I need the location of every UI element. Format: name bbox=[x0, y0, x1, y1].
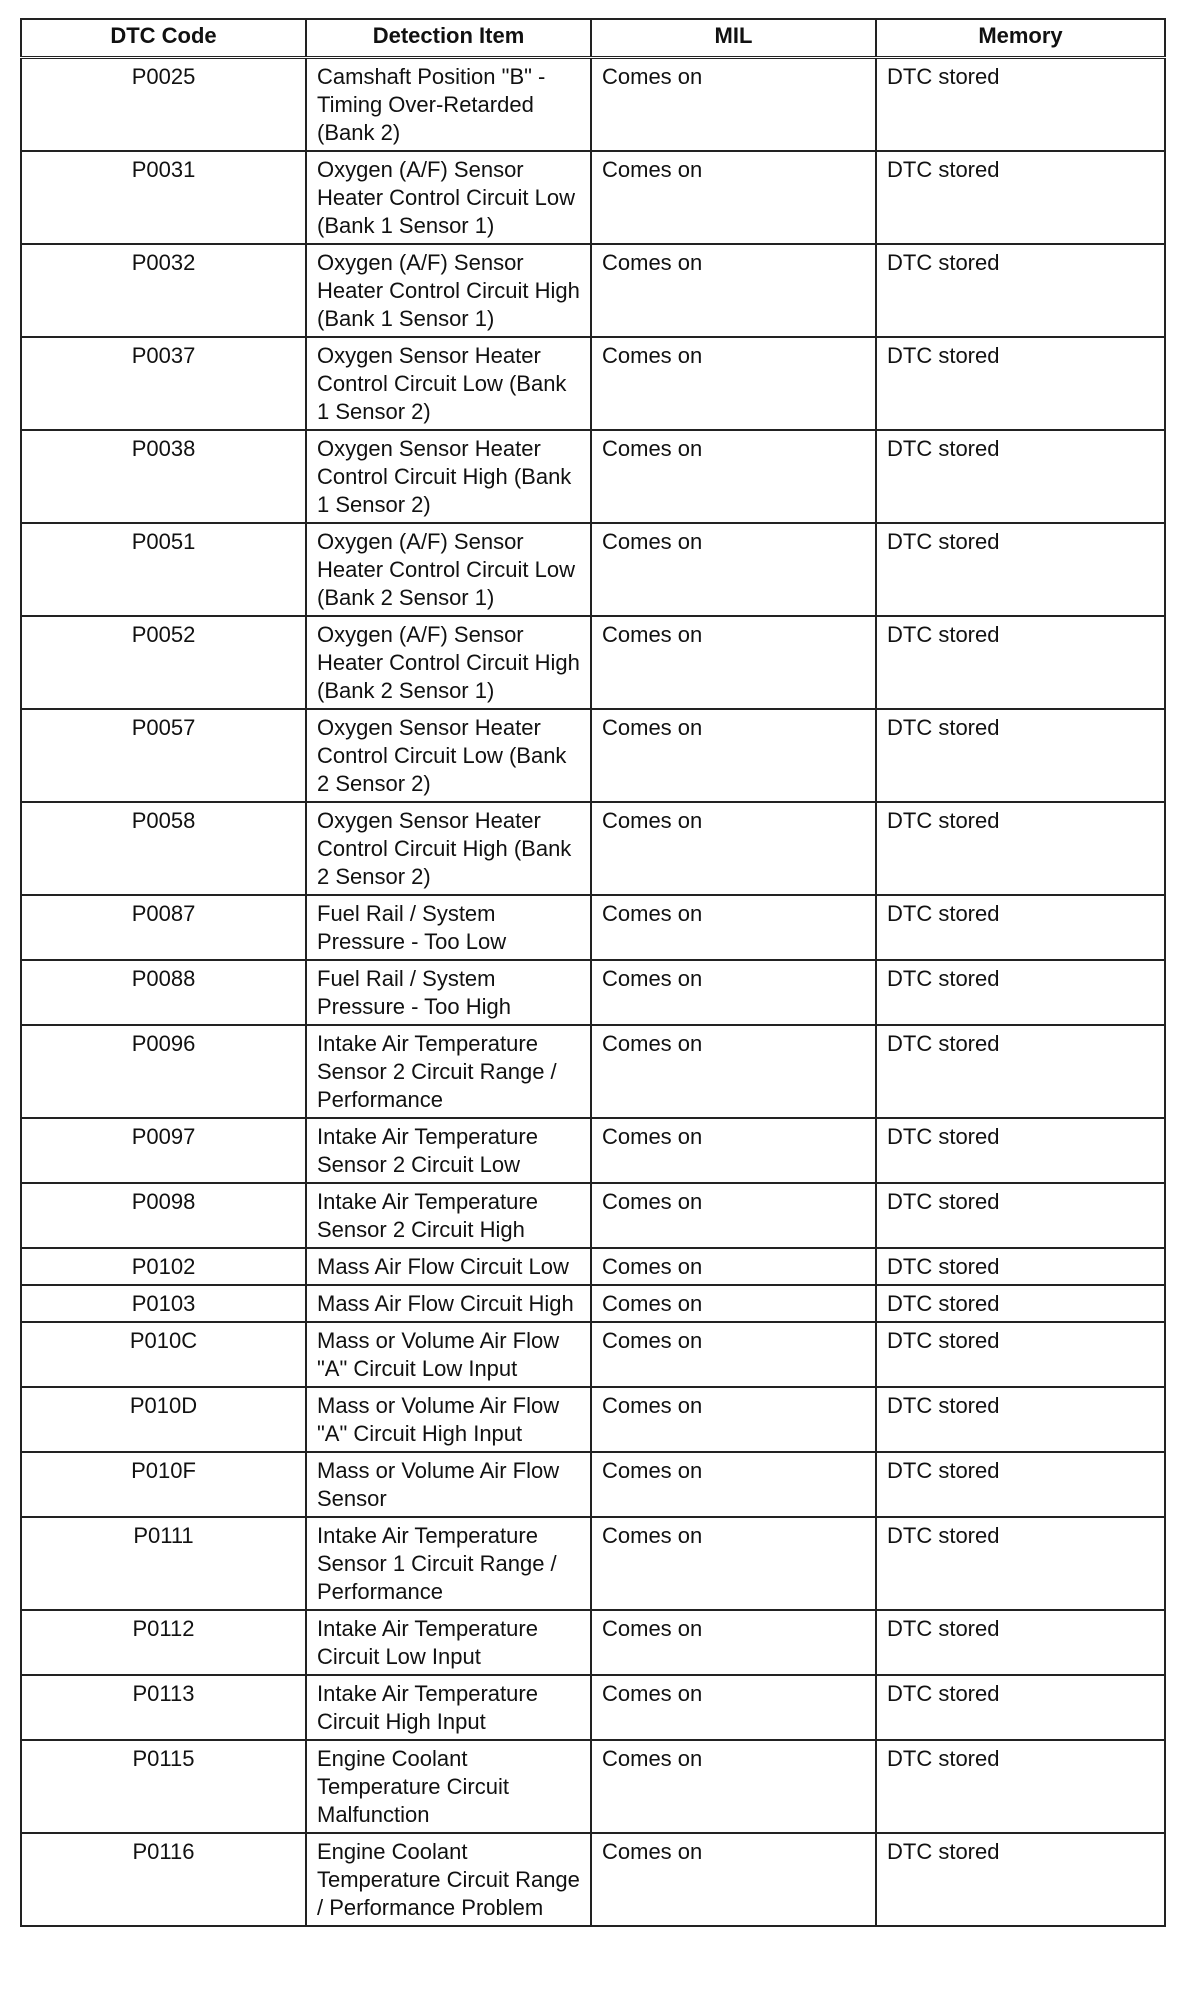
detection-item-cell: Oxygen (A/F) Sensor Heater Control Circuit Low (Bank 2 Sensor 1) bbox=[306, 523, 591, 616]
table-row bbox=[21, 895, 1165, 960]
memory-cell: DTC stored bbox=[876, 1740, 1165, 1833]
mil-cell: Comes on bbox=[591, 616, 876, 709]
detection-item-cell: Engine Coolant Temperature Circuit Range / Performance Problem bbox=[306, 1833, 591, 1926]
memory-cell: DTC stored bbox=[876, 960, 1165, 1025]
detection-item-cell: Oxygen (A/F) Sensor Heater Control Circuit High (Bank 2 Sensor 1) bbox=[306, 616, 591, 709]
table-row bbox=[21, 802, 1165, 895]
mil-cell: Comes on bbox=[591, 337, 876, 430]
mil-cell: Comes on bbox=[591, 523, 876, 616]
header-dtc-code: DTC Code bbox=[21, 19, 306, 58]
mil-cell: Comes on bbox=[591, 1517, 876, 1610]
mil-cell: Comes on bbox=[591, 1248, 876, 1285]
memory-cell: DTC stored bbox=[876, 1118, 1165, 1183]
table-row bbox=[21, 1610, 1165, 1675]
mil-cell: Comes on bbox=[591, 58, 876, 152]
table-row bbox=[21, 523, 1165, 616]
detection-item-cell: Intake Air Temperature Sensor 1 Circuit Range / Performance bbox=[306, 1517, 591, 1610]
dtc-code-cell: P0038 bbox=[21, 430, 306, 523]
table-row bbox=[21, 1248, 1165, 1285]
detection-item-cell: Mass Air Flow Circuit Low bbox=[306, 1248, 591, 1285]
memory-cell: DTC stored bbox=[876, 1452, 1165, 1517]
detection-item-cell: Engine Coolant Temperature Circuit Malfunction bbox=[306, 1740, 591, 1833]
dtc-code-cell: P010C bbox=[21, 1322, 306, 1387]
table-body bbox=[21, 58, 1165, 1927]
detection-item-cell: Oxygen Sensor Heater Control Circuit Low (Bank 2 Sensor 2) bbox=[306, 709, 591, 802]
table-row bbox=[21, 1025, 1165, 1118]
mil-cell: Comes on bbox=[591, 1610, 876, 1675]
mil-cell: Comes on bbox=[591, 802, 876, 895]
table-row bbox=[21, 1675, 1165, 1740]
detection-item-cell: Mass Air Flow Circuit High bbox=[306, 1285, 591, 1322]
mil-cell: Comes on bbox=[591, 1025, 876, 1118]
table-row bbox=[21, 244, 1165, 337]
table-row bbox=[21, 1285, 1165, 1322]
table-header bbox=[21, 19, 1165, 58]
mil-cell: Comes on bbox=[591, 1675, 876, 1740]
table-row bbox=[21, 151, 1165, 244]
table-row bbox=[21, 1387, 1165, 1452]
mil-cell: Comes on bbox=[591, 1118, 876, 1183]
table-row bbox=[21, 1183, 1165, 1248]
mil-cell: Comes on bbox=[591, 1387, 876, 1452]
dtc-code-cell: P0098 bbox=[21, 1183, 306, 1248]
detection-item-cell: Oxygen (A/F) Sensor Heater Control Circuit High (Bank 1 Sensor 1) bbox=[306, 244, 591, 337]
mil-cell: Comes on bbox=[591, 430, 876, 523]
mil-cell: Comes on bbox=[591, 960, 876, 1025]
table-row bbox=[21, 1740, 1165, 1833]
mil-cell: Comes on bbox=[591, 244, 876, 337]
detection-item-cell: Oxygen Sensor Heater Control Circuit High (Bank 2 Sensor 2) bbox=[306, 802, 591, 895]
detection-item-cell: Camshaft Position "B" - Timing Over-Retarded (Bank 2) bbox=[306, 58, 591, 152]
mil-cell: Comes on bbox=[591, 1452, 876, 1517]
memory-cell: DTC stored bbox=[876, 1322, 1165, 1387]
memory-cell: DTC stored bbox=[876, 802, 1165, 895]
header-detection-item: Detection Item bbox=[306, 19, 591, 58]
memory-cell: DTC stored bbox=[876, 430, 1165, 523]
dtc-code-cell: P0112 bbox=[21, 1610, 306, 1675]
dtc-code-cell: P0087 bbox=[21, 895, 306, 960]
dtc-code-cell: P0031 bbox=[21, 151, 306, 244]
dtc-code-cell: P010F bbox=[21, 1452, 306, 1517]
memory-cell: DTC stored bbox=[876, 1833, 1165, 1926]
table-row bbox=[21, 1833, 1165, 1926]
dtc-table bbox=[20, 18, 1166, 1927]
dtc-code-cell: P0051 bbox=[21, 523, 306, 616]
mil-cell: Comes on bbox=[591, 1183, 876, 1248]
memory-cell: DTC stored bbox=[876, 58, 1165, 152]
dtc-code-cell: P010D bbox=[21, 1387, 306, 1452]
memory-cell: DTC stored bbox=[876, 1387, 1165, 1452]
memory-cell: DTC stored bbox=[876, 1610, 1165, 1675]
mil-cell: Comes on bbox=[591, 1833, 876, 1926]
mil-cell: Comes on bbox=[591, 1740, 876, 1833]
memory-cell: DTC stored bbox=[876, 616, 1165, 709]
dtc-code-cell: P0113 bbox=[21, 1675, 306, 1740]
dtc-code-cell: P0058 bbox=[21, 802, 306, 895]
detection-item-cell: Mass or Volume Air Flow Sensor bbox=[306, 1452, 591, 1517]
memory-cell: DTC stored bbox=[876, 1517, 1165, 1610]
dtc-code-cell: P0097 bbox=[21, 1118, 306, 1183]
dtc-code-cell: P0115 bbox=[21, 1740, 306, 1833]
memory-cell: DTC stored bbox=[876, 1025, 1165, 1118]
dtc-code-cell: P0037 bbox=[21, 337, 306, 430]
detection-item-cell: Intake Air Temperature Circuit High Input bbox=[306, 1675, 591, 1740]
mil-cell: Comes on bbox=[591, 895, 876, 960]
mil-cell: Comes on bbox=[591, 1322, 876, 1387]
table-row bbox=[21, 1322, 1165, 1387]
detection-item-cell: Intake Air Temperature Sensor 2 Circuit Range / Performance bbox=[306, 1025, 591, 1118]
detection-item-cell: Intake Air Temperature Sensor 2 Circuit Low bbox=[306, 1118, 591, 1183]
memory-cell: DTC stored bbox=[876, 337, 1165, 430]
dtc-code-cell: P0111 bbox=[21, 1517, 306, 1610]
dtc-code-cell: P0025 bbox=[21, 58, 306, 152]
memory-cell: DTC stored bbox=[876, 709, 1165, 802]
dtc-code-cell: P0088 bbox=[21, 960, 306, 1025]
detection-item-cell: Mass or Volume Air Flow "A" Circuit Low Input bbox=[306, 1322, 591, 1387]
memory-cell: DTC stored bbox=[876, 1248, 1165, 1285]
table-row bbox=[21, 709, 1165, 802]
detection-item-cell: Oxygen (A/F) Sensor Heater Control Circuit Low (Bank 1 Sensor 1) bbox=[306, 151, 591, 244]
memory-cell: DTC stored bbox=[876, 895, 1165, 960]
dtc-code-cell: P0102 bbox=[21, 1248, 306, 1285]
header-memory: Memory bbox=[876, 19, 1165, 58]
mil-cell: Comes on bbox=[591, 709, 876, 802]
dtc-code-cell: P0052 bbox=[21, 616, 306, 709]
table-row bbox=[21, 960, 1165, 1025]
table-row bbox=[21, 58, 1165, 152]
memory-cell: DTC stored bbox=[876, 1675, 1165, 1740]
detection-item-cell: Oxygen Sensor Heater Control Circuit High (Bank 1 Sensor 2) bbox=[306, 430, 591, 523]
mil-cell: Comes on bbox=[591, 151, 876, 244]
table-row bbox=[21, 616, 1165, 709]
dtc-code-cell: P0096 bbox=[21, 1025, 306, 1118]
dtc-code-cell: P0103 bbox=[21, 1285, 306, 1322]
detection-item-cell: Intake Air Temperature Sensor 2 Circuit High bbox=[306, 1183, 591, 1248]
memory-cell: DTC stored bbox=[876, 1285, 1165, 1322]
detection-item-cell: Mass or Volume Air Flow "A" Circuit High Input bbox=[306, 1387, 591, 1452]
table-row bbox=[21, 430, 1165, 523]
memory-cell: DTC stored bbox=[876, 151, 1165, 244]
table-row bbox=[21, 1118, 1165, 1183]
table-row bbox=[21, 1517, 1165, 1610]
table-row bbox=[21, 337, 1165, 430]
memory-cell: DTC stored bbox=[876, 523, 1165, 616]
header-row bbox=[21, 19, 1165, 58]
dtc-code-cell: P0116 bbox=[21, 1833, 306, 1926]
mil-cell: Comes on bbox=[591, 1285, 876, 1322]
table-row bbox=[21, 1452, 1165, 1517]
dtc-code-cell: P0057 bbox=[21, 709, 306, 802]
detection-item-cell: Fuel Rail / System Pressure - Too Low bbox=[306, 895, 591, 960]
detection-item-cell: Fuel Rail / System Pressure - Too High bbox=[306, 960, 591, 1025]
detection-item-cell: Oxygen Sensor Heater Control Circuit Low (Bank 1 Sensor 2) bbox=[306, 337, 591, 430]
header-mil: MIL bbox=[591, 19, 876, 58]
memory-cell: DTC stored bbox=[876, 244, 1165, 337]
memory-cell: DTC stored bbox=[876, 1183, 1165, 1248]
detection-item-cell: Intake Air Temperature Circuit Low Input bbox=[306, 1610, 591, 1675]
dtc-code-cell: P0032 bbox=[21, 244, 306, 337]
